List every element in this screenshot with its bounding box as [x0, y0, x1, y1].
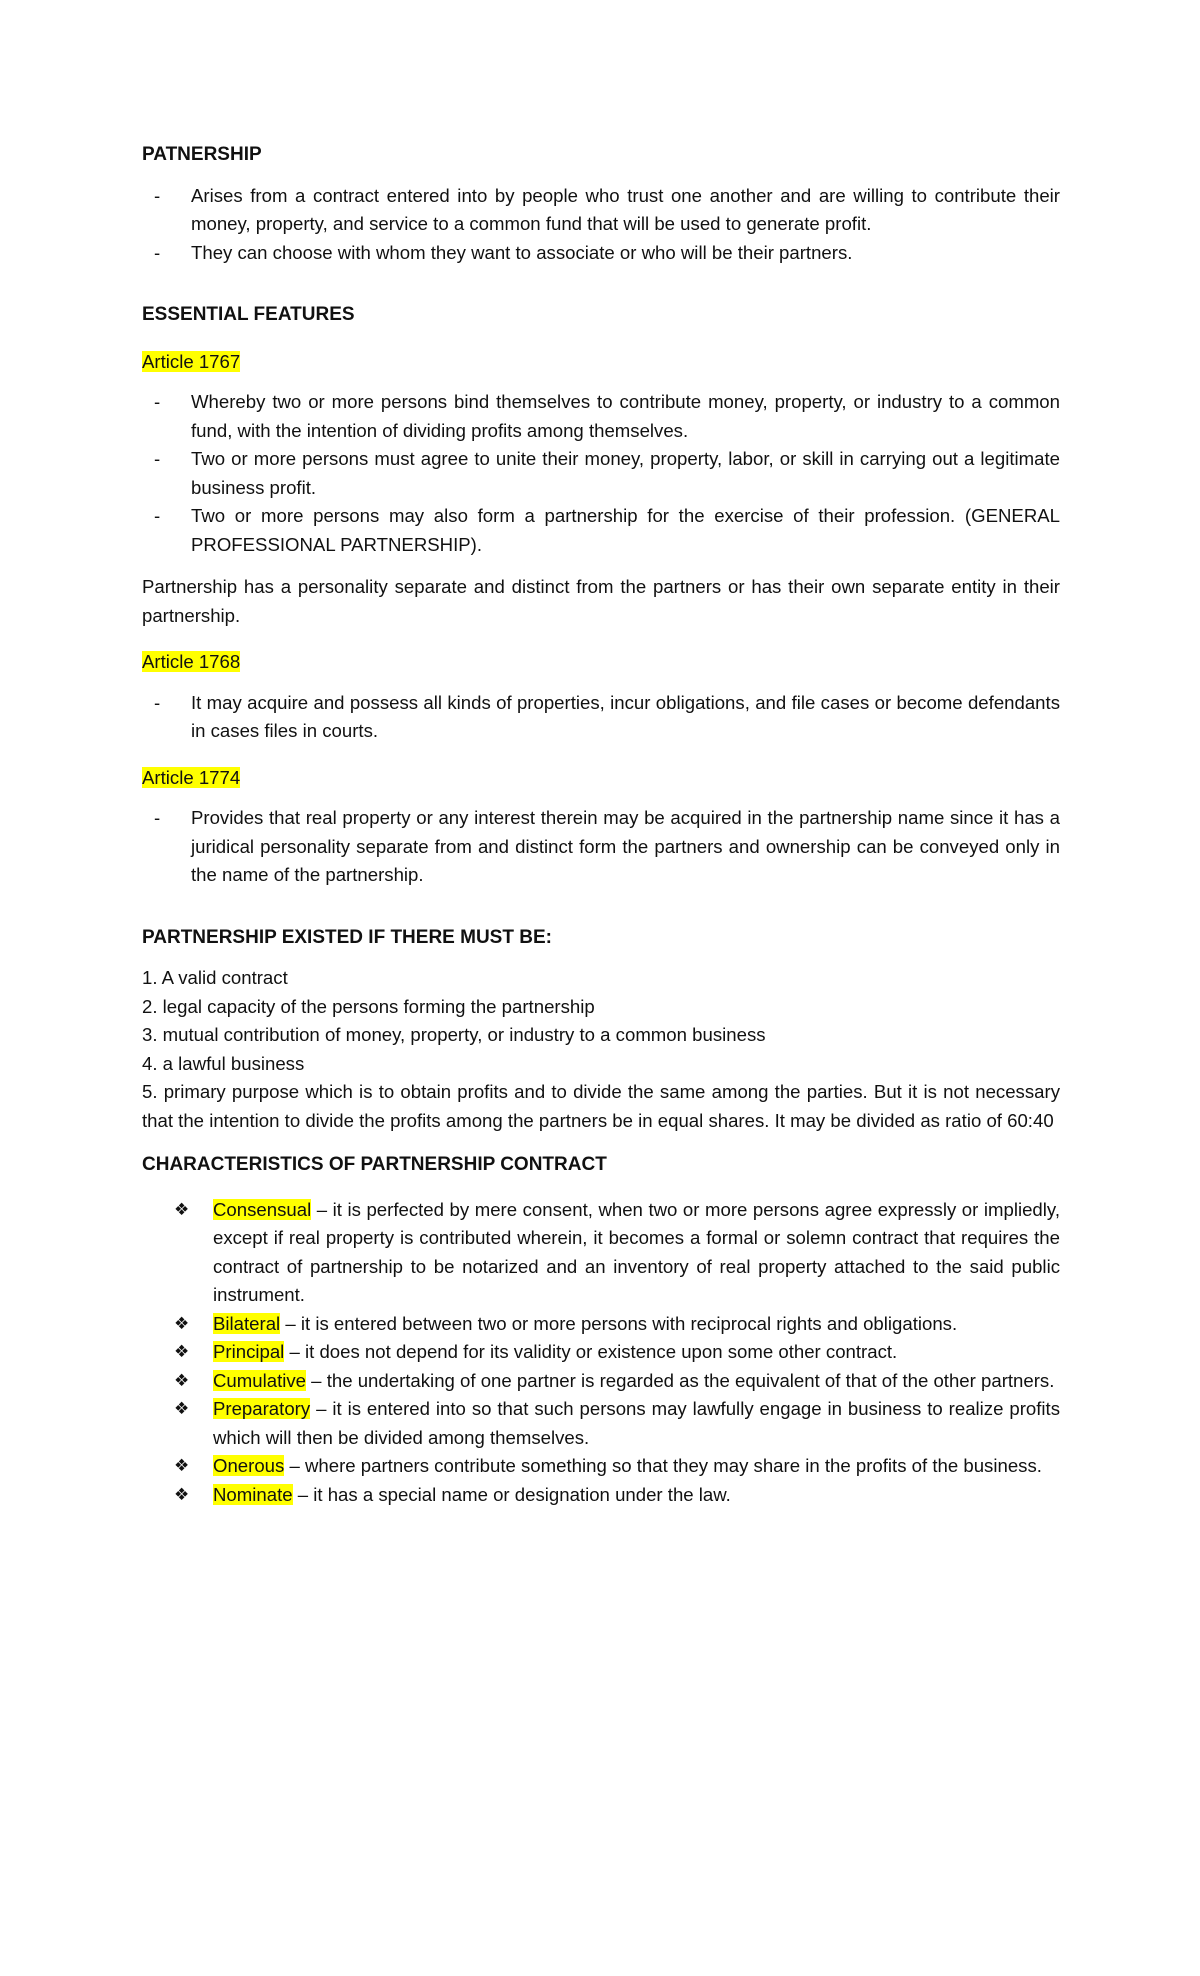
diamond-bullet-icon: ❖ [174, 1399, 190, 1418]
diamond-bullet-icon: ❖ [174, 1370, 190, 1390]
dash-bullet: - [154, 448, 161, 469]
dash-bullet: - [154, 391, 161, 412]
article-1768-label: Article 1768 [142, 651, 241, 672]
list-item: ❖ Cumulative – the undertaking of one partner is regarded as the equivalent of that of the other partners. [142, 1367, 1060, 1396]
list-item: - Two or more persons must agree to unite their money, property, labor, or skill in carrying out a legitimate business profit. [142, 445, 1060, 502]
list-item: ❖ Nominate – it has a special name or designation under the law. [142, 1481, 1060, 1510]
list-item: 5. primary purpose which is to obtain profits and to divide the same among the parties. But it is not necessary that the intention to divide the profits among the partners be in equal shares. It may be divided as ratio of 60:40 [142, 1081, 1060, 1131]
list-item: - Provides that real property or any interest therein may be acquired in the partnership name since it has a juridical personality separate from and distinct form the partners and ownership can be conveyed only in the name of the partnership. [142, 804, 1060, 890]
characteristics-list [142, 1196, 1060, 1510]
list-item: - They can choose with whom they want to associate or who will be their partners. [142, 239, 1060, 268]
list-item: ❖ Bilateral – it is entered between two or more persons with reciprocal rights and obligations. [142, 1310, 1060, 1339]
list-item: ❖ Consensual – it is perfected by mere consent, when two or more persons agree expressly or impliedly, except if real property is contributed wherein, it becomes a formal or solemn contract that requires the contract of partnership to be notarized and an inventory of real property attached to the said public instrument. [142, 1196, 1060, 1310]
characteristic-term: Preparatory [213, 1398, 311, 1419]
list-item: ❖ Principal – it does not depend for its validity or existence upon some other contract. [142, 1338, 1060, 1367]
dash-bullet: - [154, 691, 161, 713]
requirements-numbered-list [142, 964, 1060, 1135]
characteristic-term: Nominate [213, 1483, 293, 1505]
diamond-bullet-icon: ❖ [174, 1313, 190, 1333]
article-1767-bullet-list [142, 388, 1060, 559]
list-item: - Two or more persons may also form a partnership for the exercise of their profession. (GENERAL PROFESSIONAL PARTNERSHIP). [142, 502, 1060, 559]
list-item: 4. a lawful business [142, 1052, 305, 1074]
characteristic-term: Bilateral [213, 1312, 281, 1334]
section-heading-characteristics: CHARACTERISTICS OF PARTNERSHIP CONTRACT [142, 1154, 607, 1175]
dash-bullet: - [154, 241, 161, 263]
partnership-bullet-list [142, 182, 1060, 268]
dash-bullet: - [154, 807, 161, 828]
article-1774-bullet-list [142, 804, 1060, 890]
list-item: 3. mutual contribution of money, property, or industry to a common business [142, 1024, 766, 1045]
characteristic-term: Cumulative [213, 1369, 307, 1391]
characteristic-term: Onerous [213, 1455, 285, 1476]
dash-bullet: - [154, 505, 161, 526]
list-item: - Arises from a contract entered into by people who trust one another and are willing to contribute their money, property, and service to a common fund that will be used to generate profit. [142, 182, 1060, 239]
article-1768-bullet-list [142, 689, 1060, 746]
article-1767-label: Article 1767 [142, 350, 241, 372]
characteristic-term: Principal [213, 1341, 285, 1362]
list-item: - Whereby two or more persons bind themselves to contribute money, property, or industry to a common fund, with the intention of dividing profits among themselves. [142, 388, 1060, 445]
article-1774-label: Article 1774 [142, 766, 241, 788]
diamond-bullet-icon: ❖ [174, 1199, 190, 1219]
dash-bullet: - [154, 184, 161, 206]
list-item: - It may acquire and possess all kinds of properties, incur obligations, and file cases or become defendants in cases files in courts. [142, 689, 1060, 746]
list-item: 2. legal capacity of the persons forming the partnership [142, 995, 595, 1017]
section-heading-partnership-existed: PARTNERSHIP EXISTED IF THERE MUST BE: [142, 926, 552, 948]
diamond-bullet-icon: ❖ [174, 1456, 190, 1475]
characteristic-term: Consensual [213, 1198, 312, 1220]
diamond-bullet-icon: ❖ [174, 1342, 190, 1361]
diamond-bullet-icon: ❖ [174, 1484, 190, 1504]
section-heading-essential-features: ESSENTIAL FEATURES [142, 304, 355, 325]
section-heading-partnership: PATNERSHIP [142, 144, 262, 165]
list-item: 1. A valid contract [142, 967, 288, 988]
list-item: ❖ Onerous – where partners contribute something so that they may share in the profits of the business. [142, 1452, 1060, 1481]
separate-personality-paragraph: Partnership has a personality separate and distinct from the partners or has their own separate entity in their partnership. [142, 576, 1060, 626]
list-item: ❖ Preparatory – it is entered into so that such persons may lawfully engage in business to realize profits which will then be divided among themselves. [142, 1395, 1060, 1452]
